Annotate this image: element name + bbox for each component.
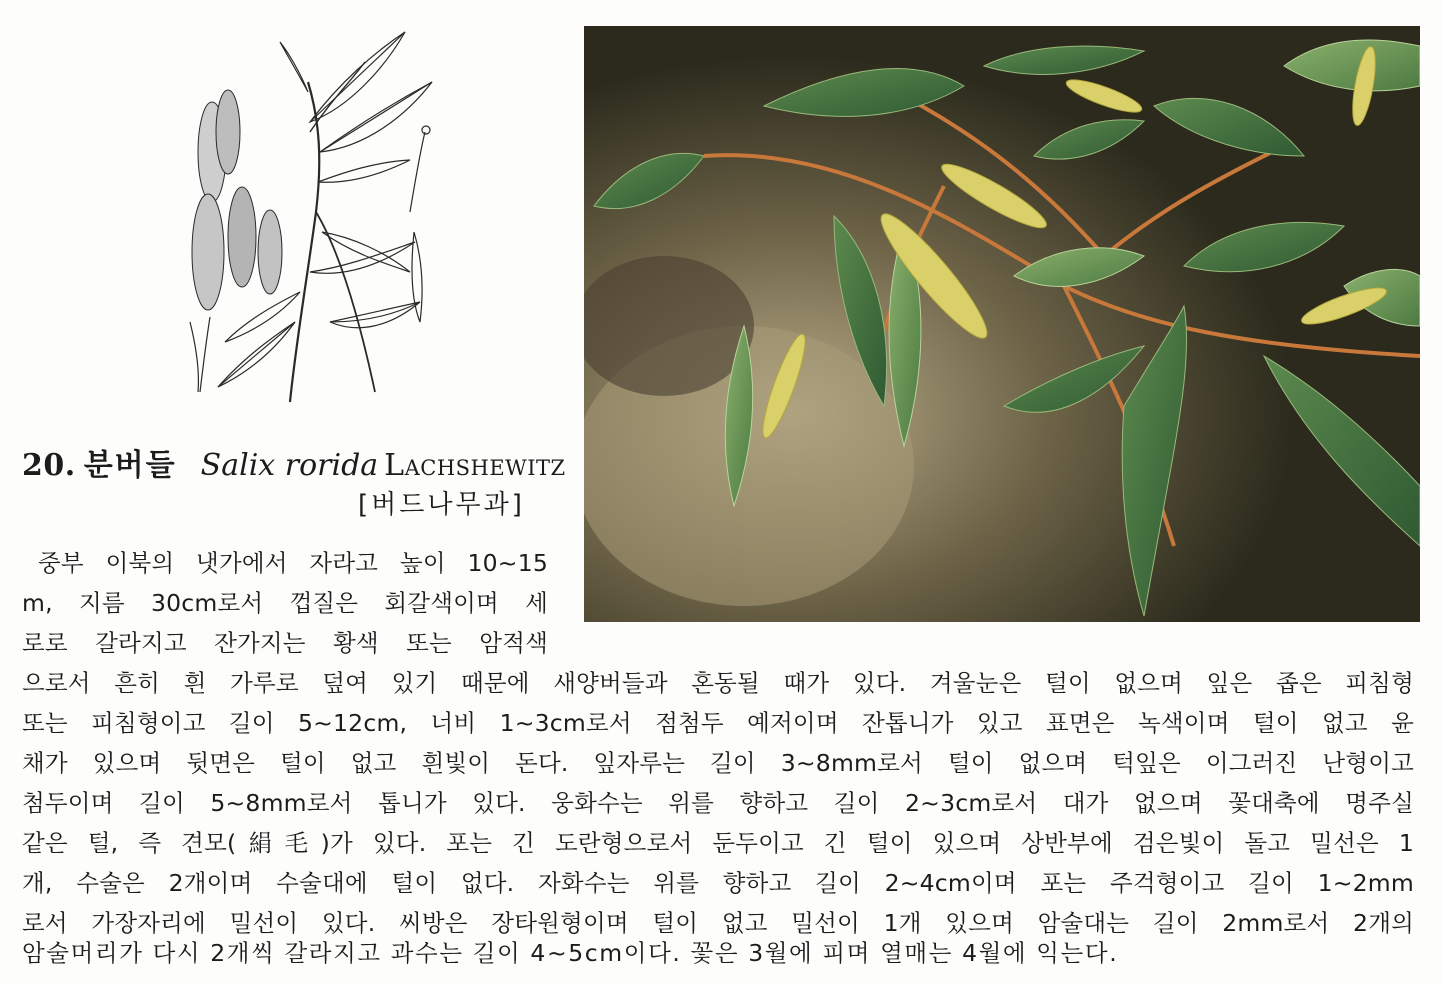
- species-heading: [22, 446, 566, 486]
- description-line: 중부 이북의 냇가에서 자라고 높이 10~15: [38, 549, 548, 577]
- description-line: m, 지름 30cm로서 껍질은 회갈색이며 세: [22, 589, 548, 617]
- plant-photograph: [584, 26, 1420, 622]
- scientific-name: Salix rorida: [200, 448, 379, 483]
- description-line: 첨두이며 길이 5~8mm로서 톱니가 있다. 웅화수는 위를 향하고 길이 2~3cm로서 대가 없으며 꽃대축에 명주실: [22, 789, 1414, 817]
- description-line: 개, 수술은 2개이며 수술대에 털이 없다. 자화수는 위를 향하고 길이 2~4cm이며 포는 주걱형이고 길이 1~2mm: [22, 869, 1414, 897]
- description-line: 채가 있으며 뒷면은 털이 없고 흰빛이 돈다. 잎자루는 길이 3~8mm로서 털이 없으며 턱잎은 이그러진 난형이고: [22, 749, 1414, 777]
- species-number: 20.: [22, 448, 76, 483]
- description-line: 암술머리가 다시 2개씩 갈라지고 과수는 길이 4~5cm이다. 꽃은 3월에 피며 열매는 4월에 익는다.: [22, 939, 1119, 967]
- family-name: [버드나무과]: [358, 490, 525, 520]
- botanical-illustration: [170, 22, 440, 408]
- korean-name: 분버들: [83, 448, 177, 483]
- description-line: 또는 피침형이고 길이 5~12cm, 너비 1~3cm로서 점첨두 예저이며 잔톱니가 있고 표면은 녹색이며 털이 없고 윤: [22, 709, 1414, 737]
- description-line: 로로 갈라지고 잔가지는 황색 또는 암적색: [22, 629, 548, 657]
- description-line: 로서 가장자리에 밀선이 있다. 씨방은 장타원형이며 털이 없고 밀선이 1개 있으며 암술대는 길이 2mm로서 2개의: [22, 909, 1414, 937]
- author-name: Lachshewitz: [384, 448, 566, 483]
- description-line: 같은 털, 즉 견모(絹毛)가 있다. 포는 긴 도란형으로서 둔두이고 긴 털이 있으며 상반부에 검은빛이 돌고 밀선은 1: [22, 829, 1414, 857]
- description-line: 으로서 흔히 흰 가루로 덮여 있기 때문에 새양버들과 혼동될 때가 있다. 겨울눈은 털이 없으며 잎은 좁은 피침형: [22, 669, 1414, 697]
